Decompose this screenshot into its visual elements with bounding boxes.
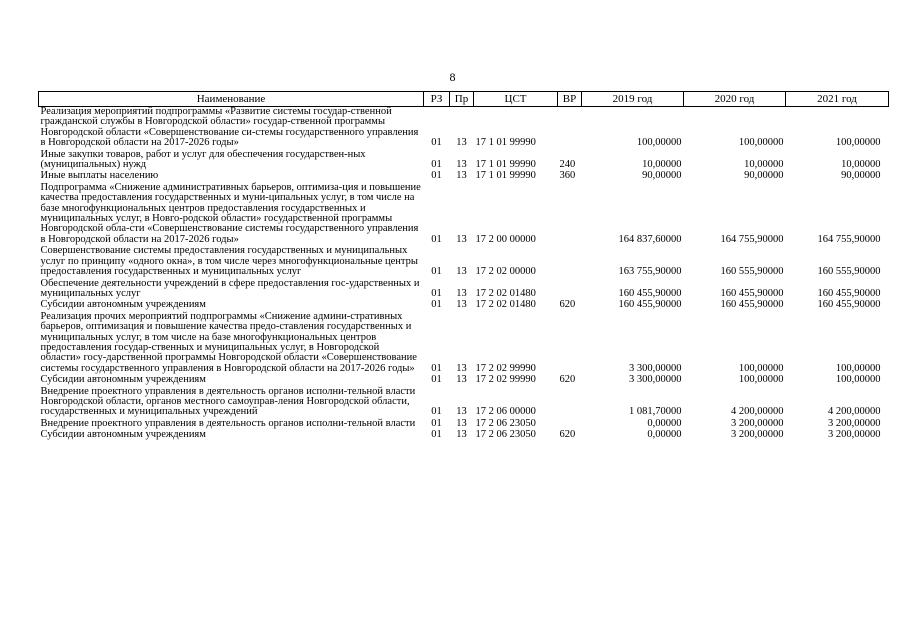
header-2020: 2020 год — [684, 92, 786, 107]
row-pr: 13 — [456, 299, 467, 311]
row-cst: 17 2 00 00000 — [475, 233, 536, 245]
row-rz: 01 — [431, 233, 442, 245]
table-header-row — [39, 92, 889, 107]
row-2020: 100,00000 — [738, 137, 784, 149]
row-2019: 163 755,90000 — [618, 266, 682, 278]
row-rz: 01 — [431, 287, 442, 299]
table-row — [39, 107, 889, 150]
row-vr: 620 — [559, 429, 576, 441]
row-2021: 3 200,00000 — [828, 417, 881, 429]
budget-table — [38, 91, 889, 442]
row-pr: 13 — [456, 287, 467, 299]
row-2020: 160 455,90000 — [720, 299, 784, 311]
row-2020: 90,00000 — [744, 170, 784, 182]
header-vr: ВР — [558, 92, 582, 107]
row-cst: 17 2 02 00000 — [475, 266, 536, 278]
row-2019: 90,00000 — [642, 170, 682, 182]
row-2020: 160 455,90000 — [720, 287, 784, 299]
row-name: Реализация прочих мероприятий подпрограммы «Снижение админи-стративных барьеров, оптимизация и повышение качества предо-ставления государственных и муниципальных услуг, в том числе на базе многофункциональных центров предоставления государ-ственных и муниципальных услуг, в Новгородской области» госу-дарственной программы Новгородской области «Совершенствование системы государственного управления в Новгородской области на 2017-2026 годы» — [40, 310, 417, 374]
row-name: Совершенствование системы предоставления государственных и муниципальных услуг по принципу «одного окна», в том числе через многофункциональные центры предоставления государственных и муниципальных услуг — [40, 245, 418, 278]
row-rz: 01 — [431, 159, 442, 171]
row-2021: 100,00000 — [835, 137, 881, 149]
row-name: Субсидии автономным учреждениям — [40, 374, 206, 386]
row-2019: 3 300,00000 — [629, 374, 682, 386]
row-rz: 01 — [431, 417, 442, 429]
table-row — [39, 312, 889, 375]
row-2021: 90,00000 — [841, 170, 881, 182]
row-rz: 01 — [431, 137, 442, 149]
row-rz: 01 — [431, 406, 442, 418]
row-vr: 620 — [559, 299, 576, 311]
table-row — [39, 300, 889, 311]
table-row — [39, 279, 889, 301]
row-name: Внедрение проектного управления в деятельность органов исполни-тельной власти — [40, 417, 416, 429]
row-pr: 13 — [456, 374, 467, 386]
row-2020: 3 200,00000 — [731, 417, 784, 429]
row-name: Иные закупки товаров, работ и услуг для обеспечения государствен-ных (муниципальных) нужд — [40, 148, 366, 171]
row-name: Подпрограмма «Снижение административных барьеров, оптимиза-ция и повышение качества предоставления государственных и муни-ципальных услуг, в том числе на базе многофункциональных центров предоставления государственных и муниципальных услуг, в Новго-родской области» государственной программы Новгородской обла-сти «Совершенствование системы государственного управления в Новгородской области на 2017-2026 годы» — [40, 181, 421, 245]
row-vr — [558, 246, 582, 278]
row-name: Обеспечение деятельности учреждений в сфере предоставления гос-ударственных и муниципальных услуг — [40, 277, 420, 299]
row-vr — [558, 387, 582, 419]
row-cst: 17 2 02 99990 — [475, 374, 536, 386]
row-vr — [558, 107, 582, 150]
header-name: Наименование — [39, 92, 424, 107]
row-2020: 164 755,90000 — [720, 233, 784, 245]
row-cst: 17 1 01 99990 — [475, 159, 536, 171]
row-2021: 160 555,90000 — [817, 266, 881, 278]
row-vr — [558, 183, 582, 246]
row-vr: 620 — [559, 374, 576, 386]
row-2019: 10,00000 — [642, 159, 682, 171]
row-2019: 160 455,90000 — [618, 287, 682, 299]
header-2021: 2021 год — [786, 92, 889, 107]
row-2021: 160 455,90000 — [817, 299, 881, 311]
row-pr: 13 — [456, 362, 467, 374]
row-vr: 240 — [559, 159, 576, 171]
row-pr: 13 — [456, 233, 467, 245]
row-name: Иные выплаты населению — [40, 170, 159, 182]
row-2020: 4 200,00000 — [731, 406, 784, 418]
row-vr — [558, 279, 582, 301]
row-2019: 1 081,70000 — [629, 406, 682, 418]
row-2019: 0,00000 — [647, 417, 682, 429]
row-pr: 13 — [456, 429, 467, 441]
row-2020: 100,00000 — [738, 374, 784, 386]
row-name: Внедрение проектного управления в деятельность органов исполни-тельной власти Новгородской области, органов местного самоуправ-ления Новгородской области, государственных и муниципальных учреждений — [40, 385, 416, 418]
row-2020: 160 555,90000 — [720, 266, 784, 278]
table-row — [39, 183, 889, 246]
row-2020: 100,00000 — [738, 362, 784, 374]
row-2019: 160 455,90000 — [618, 299, 682, 311]
row-name: Реализация мероприятий подпрограммы «Развитие системы государ-ственной гражданской службы в Новгородской области» государ-ственной программы Новгородской области «Совершенствование си-стемы государственного управления в Новгородской области на 2017-2026 годы» — [40, 106, 419, 149]
row-2020: 3 200,00000 — [731, 429, 784, 441]
row-cst: 17 2 06 23050 — [475, 417, 536, 429]
row-2021: 100,00000 — [835, 374, 881, 386]
header-pr: Пр — [450, 92, 474, 107]
row-cst: 17 2 02 01480 — [475, 299, 536, 311]
row-2021: 3 200,00000 — [828, 429, 881, 441]
table-row — [39, 246, 889, 278]
row-cst: 17 2 06 23050 — [475, 429, 536, 441]
row-cst: 17 1 01 99990 — [475, 170, 536, 182]
row-cst: 17 2 06 00000 — [475, 406, 536, 418]
row-rz: 01 — [431, 266, 442, 278]
row-2019: 164 837,60000 — [618, 233, 682, 245]
row-2019: 3 300,00000 — [629, 362, 682, 374]
row-2019: 100,00000 — [636, 137, 682, 149]
page-number: 8 — [449, 70, 456, 84]
row-2021: 164 755,90000 — [817, 233, 881, 245]
row-2021: 4 200,00000 — [828, 406, 881, 418]
row-pr: 13 — [456, 417, 467, 429]
row-rz: 01 — [431, 170, 442, 182]
row-pr: 13 — [456, 266, 467, 278]
row-cst: 17 2 02 99990 — [475, 362, 536, 374]
row-cst: 17 2 02 01480 — [475, 287, 536, 299]
row-pr: 13 — [456, 170, 467, 182]
row-name: Субсидии автономным учреждениям — [40, 299, 206, 311]
row-pr: 13 — [456, 406, 467, 418]
row-cst: 17 1 01 99990 — [475, 137, 536, 149]
table-row — [39, 387, 889, 419]
row-rz: 01 — [431, 429, 442, 441]
row-rz: 01 — [431, 299, 442, 311]
table-row — [39, 430, 889, 441]
row-vr — [558, 312, 582, 375]
table-row — [39, 375, 889, 386]
row-2021: 160 455,90000 — [817, 287, 881, 299]
row-2021: 100,00000 — [835, 362, 881, 374]
row-rz: 01 — [431, 362, 442, 374]
header-2019: 2019 год — [582, 92, 684, 107]
header-cst: ЦСТ — [474, 92, 558, 107]
row-pr: 13 — [456, 159, 467, 171]
row-name: Субсидии автономным учреждениям — [40, 429, 206, 441]
table-row — [39, 150, 889, 172]
row-2021: 10,00000 — [841, 159, 881, 171]
row-pr: 13 — [456, 137, 467, 149]
header-rz: РЗ — [424, 92, 450, 107]
row-2020: 10,00000 — [744, 159, 784, 171]
row-vr: 360 — [559, 170, 576, 182]
row-rz: 01 — [431, 374, 442, 386]
row-2019: 0,00000 — [647, 429, 682, 441]
